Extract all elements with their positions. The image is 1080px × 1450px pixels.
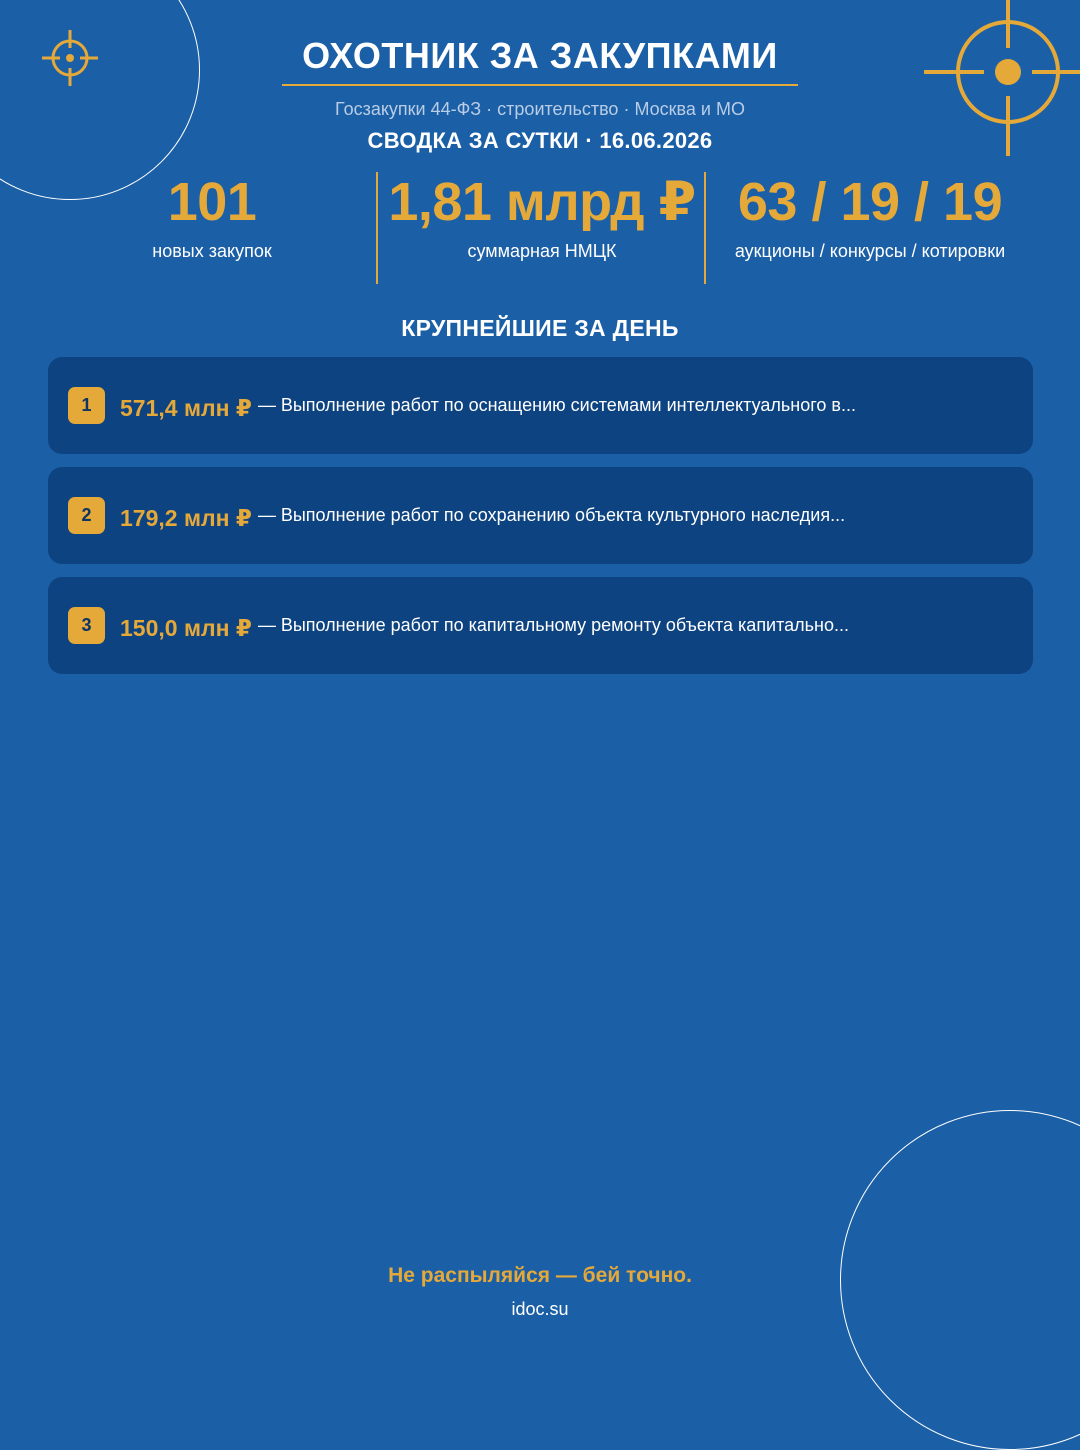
title-underline bbox=[282, 36, 798, 86]
stat-value: 1,81 млрд ₽ bbox=[388, 172, 696, 232]
stat-label: новых закупок bbox=[152, 241, 272, 261]
stat-new-purchases bbox=[48, 172, 376, 284]
stat-procedure-types bbox=[704, 172, 1034, 284]
purchase-amount: 150,0 млн ₽ bbox=[120, 615, 252, 641]
purchase-card-2[interactable] bbox=[48, 467, 1033, 564]
stats-row bbox=[48, 172, 1032, 284]
page-subtitle: Госзакупки 44-ФЗ · строительство · Москва и МО bbox=[335, 99, 745, 119]
stat-value: 101 bbox=[167, 172, 257, 232]
slogan: Не распыляйся — бей точно. bbox=[388, 1264, 692, 1287]
stat-value: 63 / 19 / 19 bbox=[737, 172, 1003, 232]
stat-total-nmck bbox=[376, 172, 706, 284]
stat-label: суммарная НМЦК bbox=[467, 241, 617, 261]
rank-badge: 1 bbox=[68, 387, 105, 424]
purchase-description: — Выполнение работ по капитальному ремонту объекта капитально... bbox=[257, 615, 850, 635]
purchase-card-3[interactable] bbox=[48, 577, 1033, 674]
footer bbox=[0, 1262, 1080, 1320]
header bbox=[0, 36, 1080, 154]
site-link[interactable]: idoc.su bbox=[511, 1299, 569, 1319]
section-title-top: КРУПНЕЙШИЕ ЗА ДЕНЬ bbox=[401, 315, 679, 341]
page-title: ОХОТНИК ЗА ЗАКУПКАМИ bbox=[302, 35, 778, 76]
purchase-description: — Выполнение работ по сохранению объекта культурного наследия... bbox=[257, 505, 846, 525]
summary-date-line: СВОДКА ЗА СУТКИ · 16.06.2026 bbox=[367, 128, 713, 153]
top-purchases-list bbox=[48, 357, 1033, 687]
stat-label: аукционы / конкурсы / котировки bbox=[734, 241, 1006, 261]
purchase-card-1[interactable] bbox=[48, 357, 1033, 454]
purchase-description: — Выполнение работ по оснащению системами интеллектуального в... bbox=[257, 395, 856, 415]
purchase-amount: 179,2 млн ₽ bbox=[120, 505, 252, 531]
rank-badge: 3 bbox=[68, 607, 105, 644]
purchase-amount: 571,4 млн ₽ bbox=[120, 395, 252, 421]
rank-badge: 2 bbox=[68, 497, 105, 534]
